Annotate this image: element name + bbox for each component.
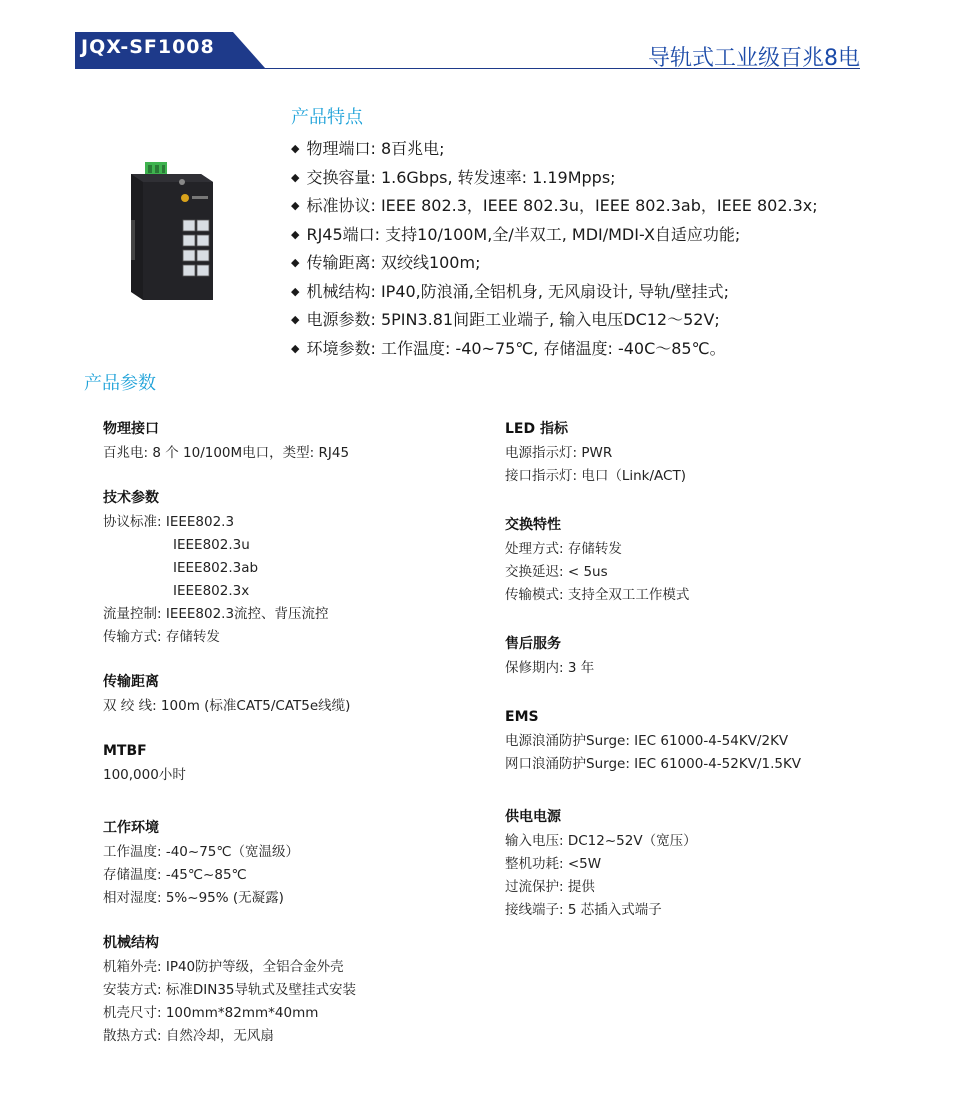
diamond-bullet-icon: ◆ [291,256,300,269]
switch-product-image [125,160,225,305]
param-row: 交换延迟: < 5us [505,564,608,580]
param-row: 相对湿度: 5%~95% (无凝露) [103,890,284,906]
param-group-distance [103,671,493,718]
diamond-bullet-icon: ◆ [291,142,300,155]
features-section [291,103,818,363]
diamond-bullet-icon: ◆ [291,313,300,326]
param-row: 输入电压: DC12~52V（宽压） [505,833,697,849]
param-row: 网口浪涌防护Surge: IEC 61000-4-52KV/1.5KV [505,756,802,772]
param-row: IEEE802.3x [173,583,250,599]
param-row: 协议标准: IEEE802.3 [103,514,235,530]
group-title: 工作环境 [103,820,159,836]
feature-item: ◆ 传输距离: 双绞线100m; [291,253,481,272]
param-group-tech-params [103,487,493,649]
feature-item: ◆ 标准协议: IEEE 802.3，IEEE 802.3u，IEEE 802.3ab，IEEE 802.3x; [291,196,818,215]
param-row: 传输模式: 支持全双工工作模式 [505,587,690,603]
group-title: 售后服务 [505,636,561,652]
param-row: 接口指示灯: 电口（Link/ACT) [505,468,686,484]
param-row: 整机功耗: <5W [505,856,602,872]
feature-list [291,135,818,363]
params-left-column [103,418,493,1070]
param-row: 安装方式: 标准DIN35导轨式及壁挂式安装 [103,982,356,998]
params-heading: 产品参数 [84,373,156,394]
diamond-bullet-icon: ◆ [291,284,300,298]
param-group-environment [103,817,493,910]
param-row: 百兆电: 8 个 10/100M电口，类型: RJ45 [103,445,350,461]
param-group-led [505,418,905,488]
features-heading: 产品特点 [291,107,363,128]
param-row: 电源指示灯: PWR [505,445,613,461]
feature-item: ◆ 电源参数: 5PIN3.81间距工业端子, 输入电压DC12～52V; [291,310,720,329]
param-row: 100,000小时 [103,767,186,783]
param-row: 散热方式: 自然冷却，无风扇 [103,1028,274,1044]
group-title: MTBF [103,743,147,759]
group-title: EMS [505,709,539,725]
param-row: IEEE802.3ab [173,560,259,576]
group-title: 技术参数 [103,490,159,506]
param-row: 双 绞 线: 100m (标准CAT5/CAT5e线缆) [103,698,351,714]
group-title: 供电电源 [505,809,561,825]
param-row: 流量控制: IEEE802.3流控、背压流控 [103,606,329,622]
param-group-power [505,806,905,922]
param-group-mtbf [103,740,493,787]
product-title: 导轨式工业级百兆8电 [648,46,860,71]
diamond-bullet-icon: ◆ [291,227,300,241]
param-group-ems [505,706,905,776]
group-title: 机械结构 [103,935,159,951]
param-group-mechanical [103,932,493,1048]
param-row: 传输方式: 存储转发 [103,629,220,645]
param-row: 过流保护: 提供 [505,879,595,895]
params-right-column [505,418,905,944]
param-group-switching [505,514,905,607]
group-title: 交换特性 [505,517,561,533]
param-row: 机壳尺寸: 100mm*82mm*40mm [103,1005,319,1021]
param-row: 处理方式: 存储转发 [505,541,622,557]
feature-item: ◆ 机械结构: IP40,防浪涌,全铝机身, 无风扇设计, 导轨/壁挂式; [291,281,729,301]
param-group-physical-interface [103,418,493,465]
diamond-bullet-icon: ◆ [291,170,300,184]
param-row: 电源浪涌防护Surge: IEC 61000-4-54KV/2KV [505,733,789,749]
feature-item: ◆ 交换容量: 1.6Gbps, 转发速率: 1.19Mpps; [291,167,616,187]
diamond-bullet-icon: ◆ [291,199,300,212]
param-row: 接线端子: 5 芯插入式端子 [505,902,662,918]
feature-item: ◆ RJ45端口: 支持10/100M,全/半双工, MDI/MDI-X自适应功能; [291,224,741,244]
group-title: 传输距离 [103,674,159,690]
diamond-bullet-icon: ◆ [291,341,300,355]
model-code: JQX-SF1008 [81,36,215,58]
param-group-service [505,633,905,680]
param-row: 存储温度: -45℃~85℃ [103,867,247,883]
param-row: 工作温度: -40~75℃（宽温级） [103,844,300,860]
group-title: LED 指标 [505,421,568,437]
param-row: 机箱外壳: IP40防护等级，全铝合金外壳 [103,959,344,975]
model-tab [75,32,265,68]
param-row: 保修期内: 3 年 [505,660,595,676]
group-title: 物理接口 [103,421,159,437]
param-row: IEEE802.3u [173,537,250,553]
feature-item: ◆ 物理端口: 8百兆电; [291,139,445,158]
feature-item: ◆ 环境参数: 工作温度: -40~75℃, 存储温度: -40C～85℃。 [291,338,726,358]
